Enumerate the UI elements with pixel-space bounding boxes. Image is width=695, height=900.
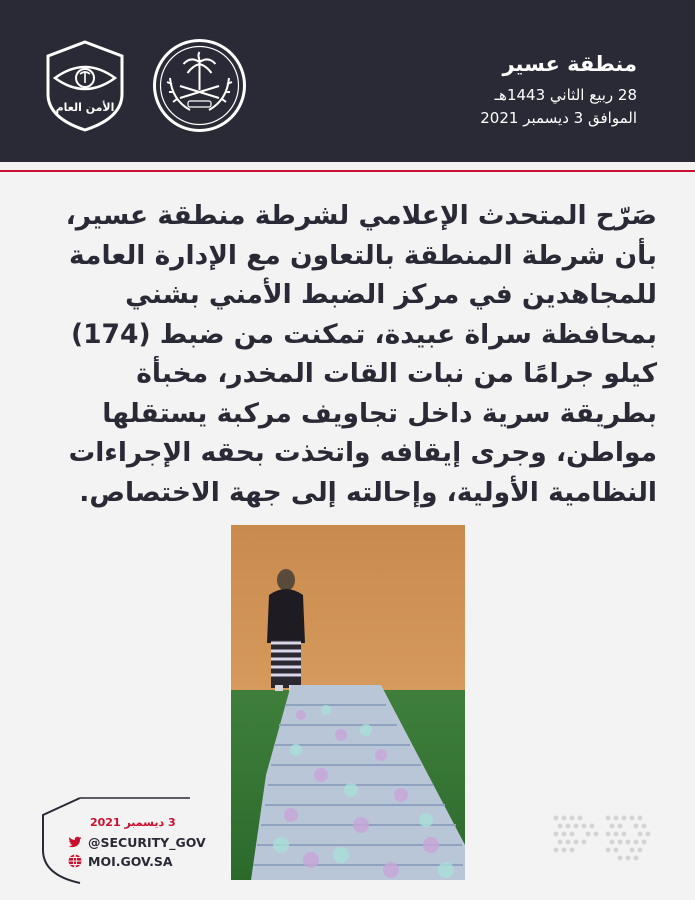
article-line: للمجاهدين في مركز الضبط الأمني بشني xyxy=(125,279,657,310)
article-line: صَرّح المتحدث الإعلامي لشرطة منطقة عسير، xyxy=(65,200,657,231)
article-body xyxy=(37,196,657,512)
hijri-date: 28 ربيع الثاني 1443هـ xyxy=(494,86,637,104)
ministry-emblem-icon xyxy=(152,38,247,133)
website-link[interactable] xyxy=(68,852,173,870)
gregorian-date: الموافق 3 ديسمبر 2021 xyxy=(480,109,637,127)
article-line: كيلو جرامًا من نبات القات المخدر، مخبأة xyxy=(136,358,657,389)
article-line: بمحافظة سراة عبيدة، تمكنت من ضبط (174) xyxy=(70,318,657,350)
globe-icon xyxy=(68,854,82,868)
twitter-icon xyxy=(68,835,82,849)
footer-date: 3 ديسمبر 2021 xyxy=(90,816,176,829)
seizure-photo xyxy=(231,525,465,880)
public-security-logo-text: الأمن العام xyxy=(55,101,115,114)
website-label: MOI.GOV.SA xyxy=(88,853,173,869)
article-line: بأن شرطة المنطقة بالتعاون مع الإدارة العامة xyxy=(68,239,657,271)
region-title: منطقة عسير xyxy=(502,52,637,76)
article-line: النظامية الأولية، وإحالته إلى جهة الاختصاص. xyxy=(79,476,657,508)
dots-pattern-icon xyxy=(548,808,658,864)
accent-divider xyxy=(0,170,695,172)
twitter-handle[interactable] xyxy=(68,833,206,851)
public-security-badge-icon xyxy=(40,38,130,133)
twitter-handle-label: @SECURITY_GOV xyxy=(88,834,206,850)
article-line: مواطن، وجرى إيقافه واتخذت بحقه الإجراءات xyxy=(68,437,657,468)
header-banner xyxy=(0,0,695,162)
article-line: بطريقة سرية داخل تجاويف مركبة يستقلها xyxy=(102,397,657,429)
